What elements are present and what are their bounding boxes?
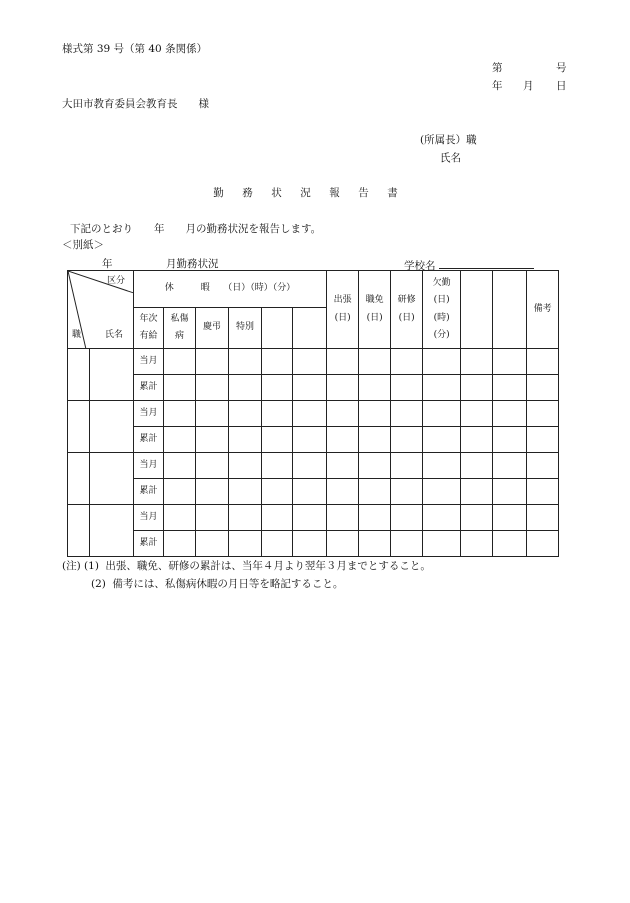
form-number: 様式第 39 号（第 40 条関係）: [62, 43, 208, 55]
attachment-label: ＜別紙＞: [62, 239, 104, 251]
date-month: 月: [523, 80, 534, 92]
blank-header-2: [493, 271, 527, 349]
shoku-cell: [68, 401, 90, 453]
school-label-text: 学校名: [404, 260, 436, 272]
intro-text: 下記のとおり 年 月の勤務状況を報告します。: [70, 223, 322, 235]
blank-subheader-1: [262, 308, 293, 349]
date-year: 年: [492, 80, 503, 92]
blank-subheader-2: [293, 308, 327, 349]
shimei-cell: [90, 453, 134, 505]
sender-name-label: 氏名: [440, 152, 461, 164]
note-text: 出張、職免、研修の累計は、当年４月より翌年３月までとすること。: [105, 560, 431, 572]
number-dai: 第: [492, 62, 503, 74]
number-go: 号: [556, 62, 567, 74]
title-char: 状: [271, 187, 282, 199]
note-prefix: (注): [62, 560, 81, 572]
shutcho-header: 出張 (日): [327, 271, 359, 349]
row-label-ruikei: 累計: [134, 479, 164, 505]
shoku-cell: [68, 505, 90, 557]
title-char: 報: [329, 187, 340, 199]
title-char: 告: [358, 187, 369, 199]
month-year-label: 年: [102, 258, 113, 270]
month-status-label: 月勤務状況: [166, 258, 219, 270]
shoku-cell: [68, 453, 90, 505]
sender-title: (所属長）職: [420, 134, 477, 146]
date-day: 日: [556, 80, 567, 92]
title-char: 務: [242, 187, 253, 199]
keicho-header: 慶弔: [196, 308, 229, 349]
note-number: (2): [91, 578, 106, 590]
biko-header: 備考: [527, 271, 559, 349]
addressee: 大田市教育委員会教育長 様: [62, 98, 209, 110]
kekkin-header: 欠勤 (日) (時) (分): [423, 271, 461, 349]
header-corner-cell: [68, 271, 134, 349]
nenji-header: 年次 有給: [134, 308, 164, 349]
shokumen-header: 職免 (日): [359, 271, 391, 349]
attendance-table: [67, 270, 559, 557]
shoku-cell: [68, 349, 90, 401]
shoku-label: 職: [72, 330, 82, 340]
row-label-tougetsu: 当月: [134, 401, 164, 427]
document-title: [204, 188, 407, 199]
shimei-cell: [90, 505, 134, 557]
kyuka-header: 休 暇 （日）（時）（分）: [134, 271, 327, 308]
note-1: [62, 561, 431, 572]
shimei-cell: [90, 349, 134, 401]
note-2: [91, 579, 343, 590]
note-number: (1): [84, 560, 99, 572]
title-char: 書: [387, 187, 398, 199]
shimei-cell: [90, 401, 134, 453]
row-label-ruikei: 累計: [134, 375, 164, 401]
row-label-tougetsu: 当月: [134, 505, 164, 531]
school-name-blank: [439, 259, 534, 269]
row-label-ruikei: 累計: [134, 531, 164, 557]
title-char: 勤: [213, 187, 224, 199]
kubun-label: 区分: [106, 276, 125, 286]
kenshu-header: 研修 (日): [391, 271, 423, 349]
shisho-header: 私傷 病: [164, 308, 196, 349]
row-label-tougetsu: 当月: [134, 349, 164, 375]
shimei-label: 氏名: [104, 330, 123, 340]
row-label-ruikei: 累計: [134, 427, 164, 453]
note-text: 備考には、私傷病休暇の月日等を略記すること。: [112, 578, 344, 590]
tokubetsu-header: 特別: [229, 308, 262, 349]
blank-header-1: [461, 271, 493, 349]
row-label-tougetsu: 当月: [134, 453, 164, 479]
title-char: 況: [300, 187, 311, 199]
